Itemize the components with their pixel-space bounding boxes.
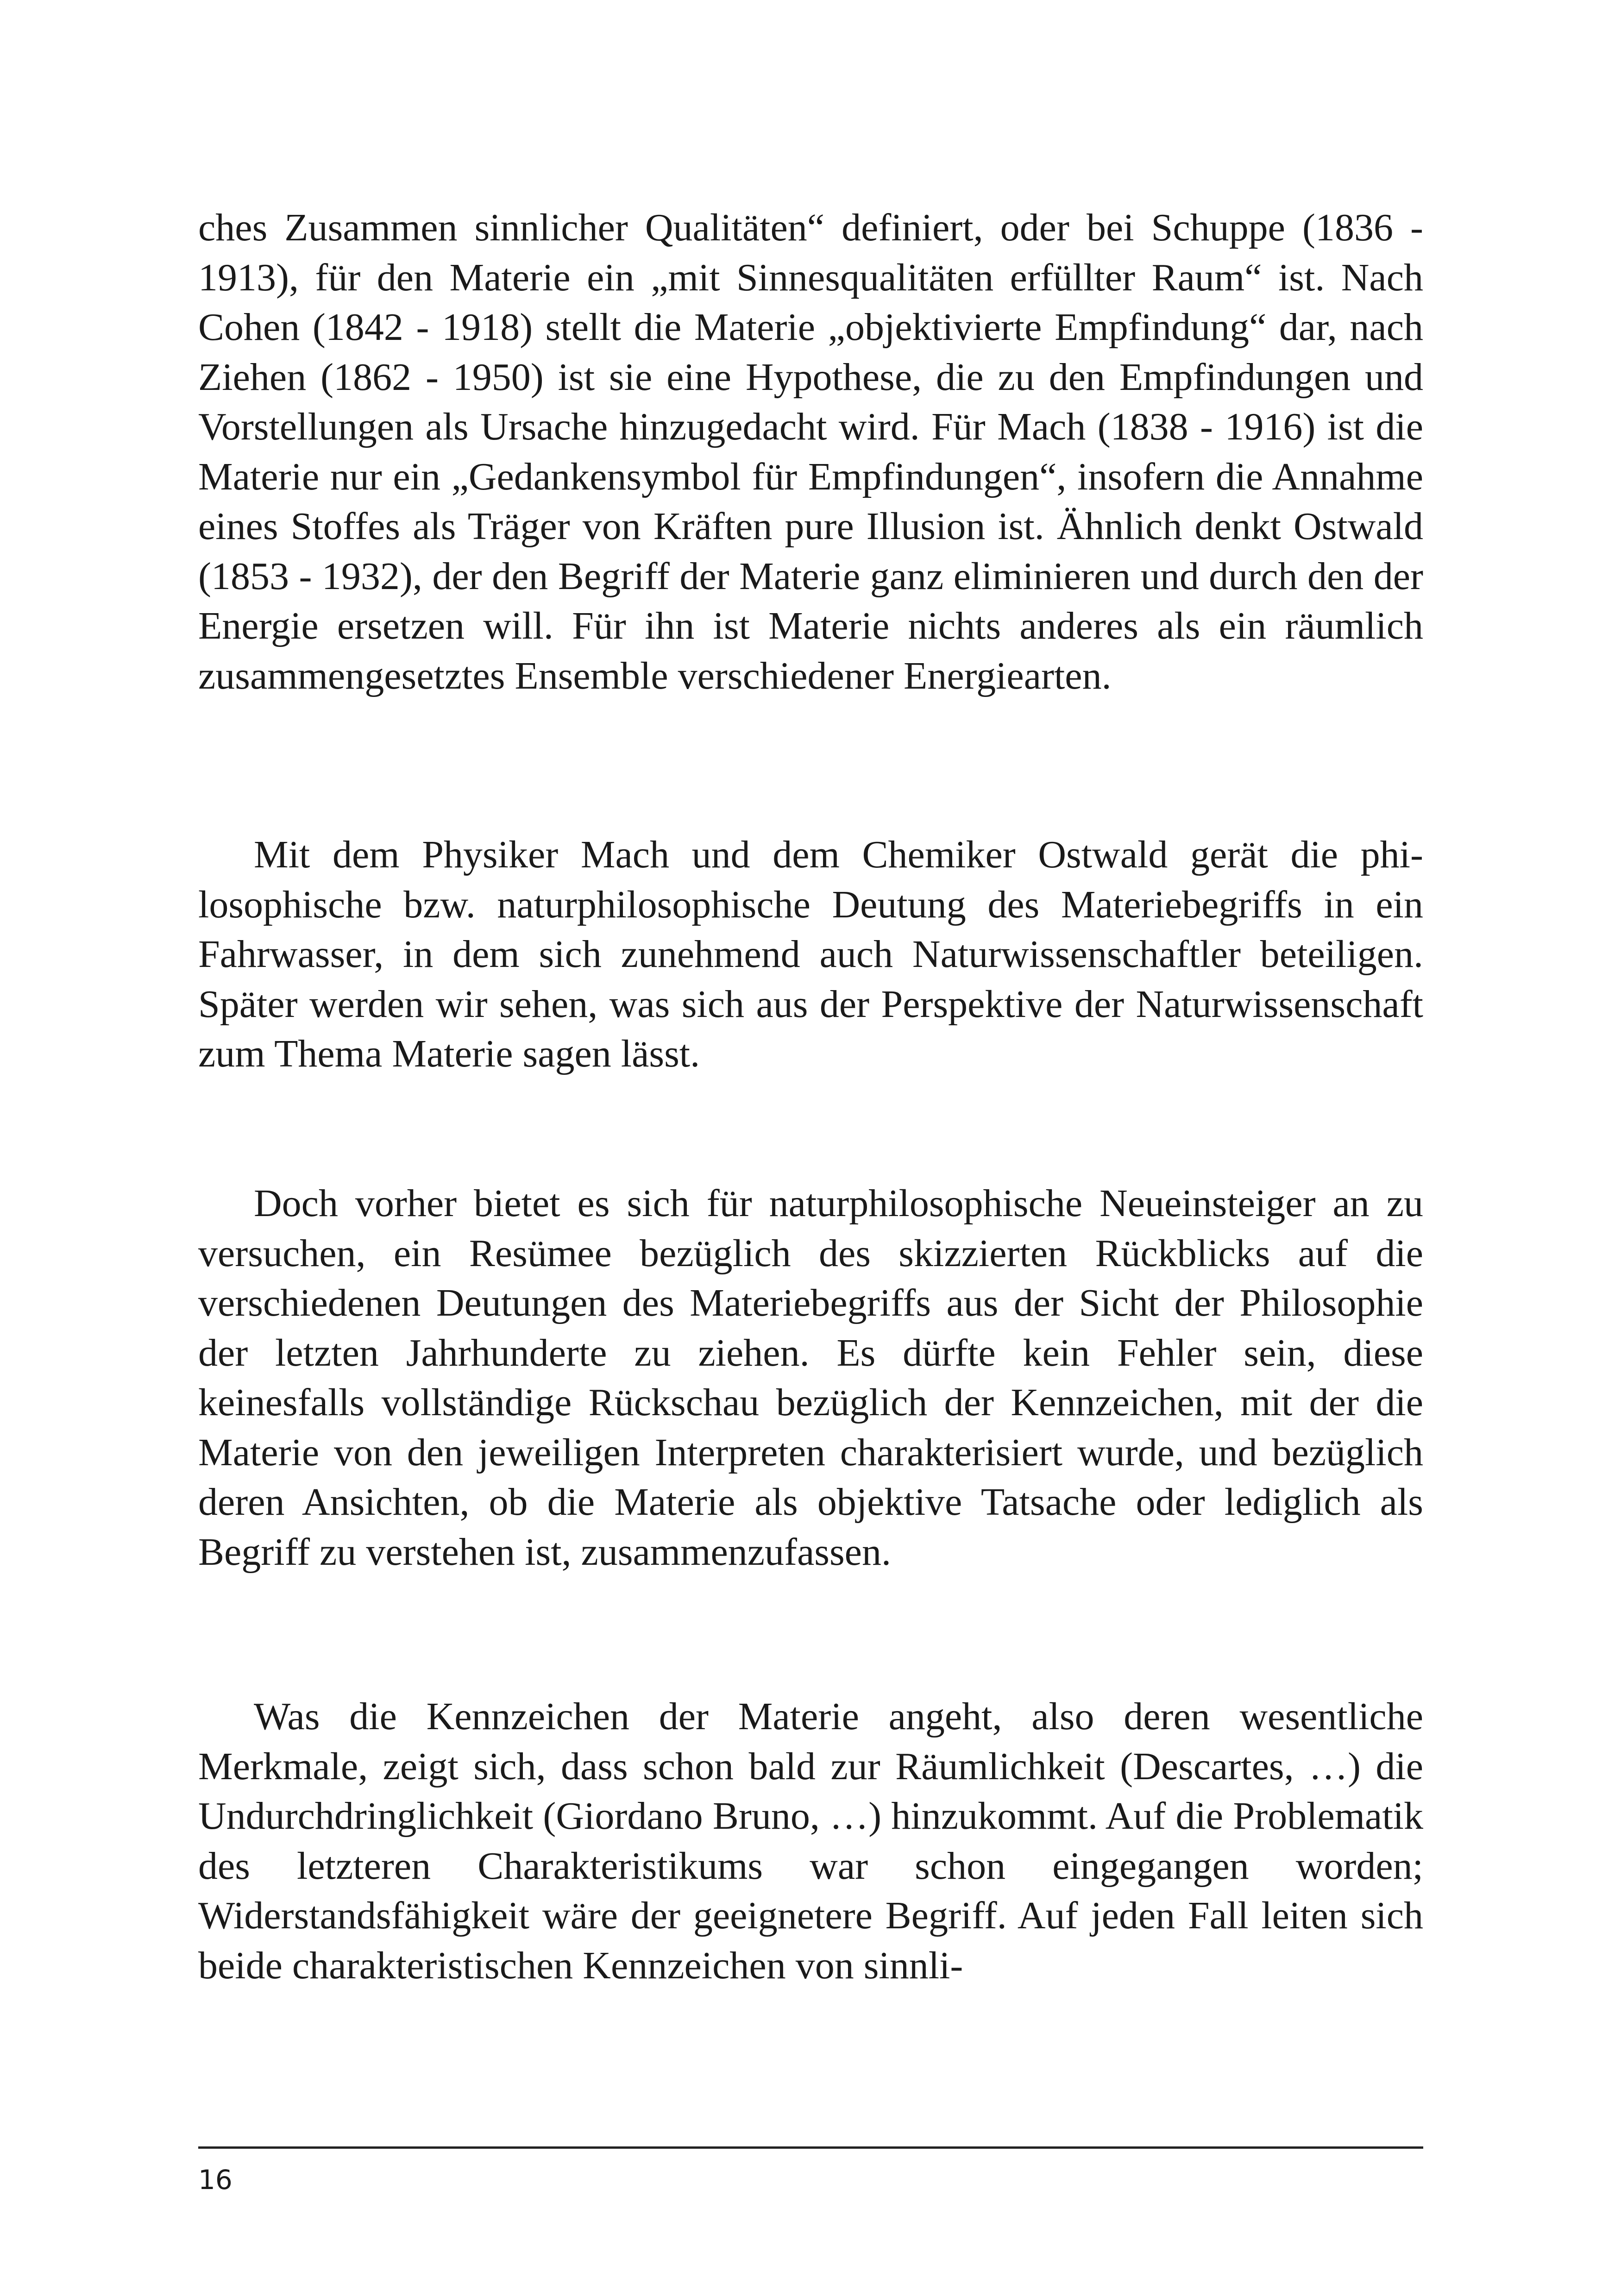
paragraph-3-text: Doch vorher bietet es sich für naturphilosophische Neueinsteiger an zu versuchen, ein Resümee bezüglich des skizzierten Rückblicks auf die verschiedenen Deutungen des Materiebegriffs aus der Sicht der Philosophie der letzten Jahrhunderte zu ziehen. Es dürfte kein Fehler sein, diese keinesfalls vollständige Rückschau bezüglich der Kennzeichen, mit der die Materie von den jeweiligen Interpreten charakterisiert wurde, und bezüglich deren Ansichten, ob die Materie als objektive Tatsache oder lediglich als Begriff zu verstehen ist, zusammenzufassen.	[198, 1182, 1423, 1574]
page-number: 16	[198, 2164, 232, 2196]
paragraph-kennzeichen	[198, 1692, 1423, 1990]
paragraph-2-text: Mit dem Physiker Mach und dem Chemiker Ostwald gerät die philosophische bzw. naturphilosophische Deutung des Materiebegriffs in ein Fahrwasser, in dem sich zunehmend auch Naturwissenschaftler beteiligen. Später werden wir sehen, was sich aus der Perspektive der Naturwissenschaft zum Thema Materie sagen lässt.	[198, 833, 1423, 1075]
paragraph-physiker-mach	[198, 830, 1423, 1079]
paragraph-continuation	[198, 203, 1423, 701]
paragraph-resuemee	[198, 1179, 1423, 1577]
paragraph-1-text: ches Zusammen sinnlicher Qualitäten“ definiert, oder bei Schuppe (1836 - 1913), für den Materie ein „mit Sinnesqualitäten erfüllter Raum“ ist. Nach Cohen (1842 - 1918) stellt die Materie „objektivierte Empfindung“ dar, nach Ziehen (1862 - 1950) ist sie eine Hypothese, die zu den Empfindungen und Vorstellungen als Ursache hinzugedacht wird. Für Mach (1838 - 1916) ist die Materie nur ein „Gedankensymbol für Empfindungen“, insofern die Annahme eines Stoffes als Träger von Kräften pure Illusion ist. Ähnlich denkt Ostwald (1853 - 1932), der den Begriff der Materie ganz eliminieren und durch den der Energie ersetzen will. Für ihn ist Materie nichts anderes als ein räumlich zusammengesetztes Ensemble verschiedener Energiearten.	[198, 206, 1423, 697]
footer-divider	[198, 2146, 1423, 2149]
paragraph-4-text: Was die Kennzeichen der Materie angeht, also deren wesentliche Merkmale, zeigt sich, dass schon bald zur Räumlichkeit (Descartes, …) die Undurchdringlichkeit (Giordano Bruno, …) hinzukommt. Auf die Problematik des letzteren Charakteristikums war schon eingegangen worden; Widerstandsfähigkeit wäre der geeignetere Begriff. Auf jeden Fall leiten sich beide charakteristischen Kennzeichen von sinnli-	[198, 1695, 1423, 1987]
